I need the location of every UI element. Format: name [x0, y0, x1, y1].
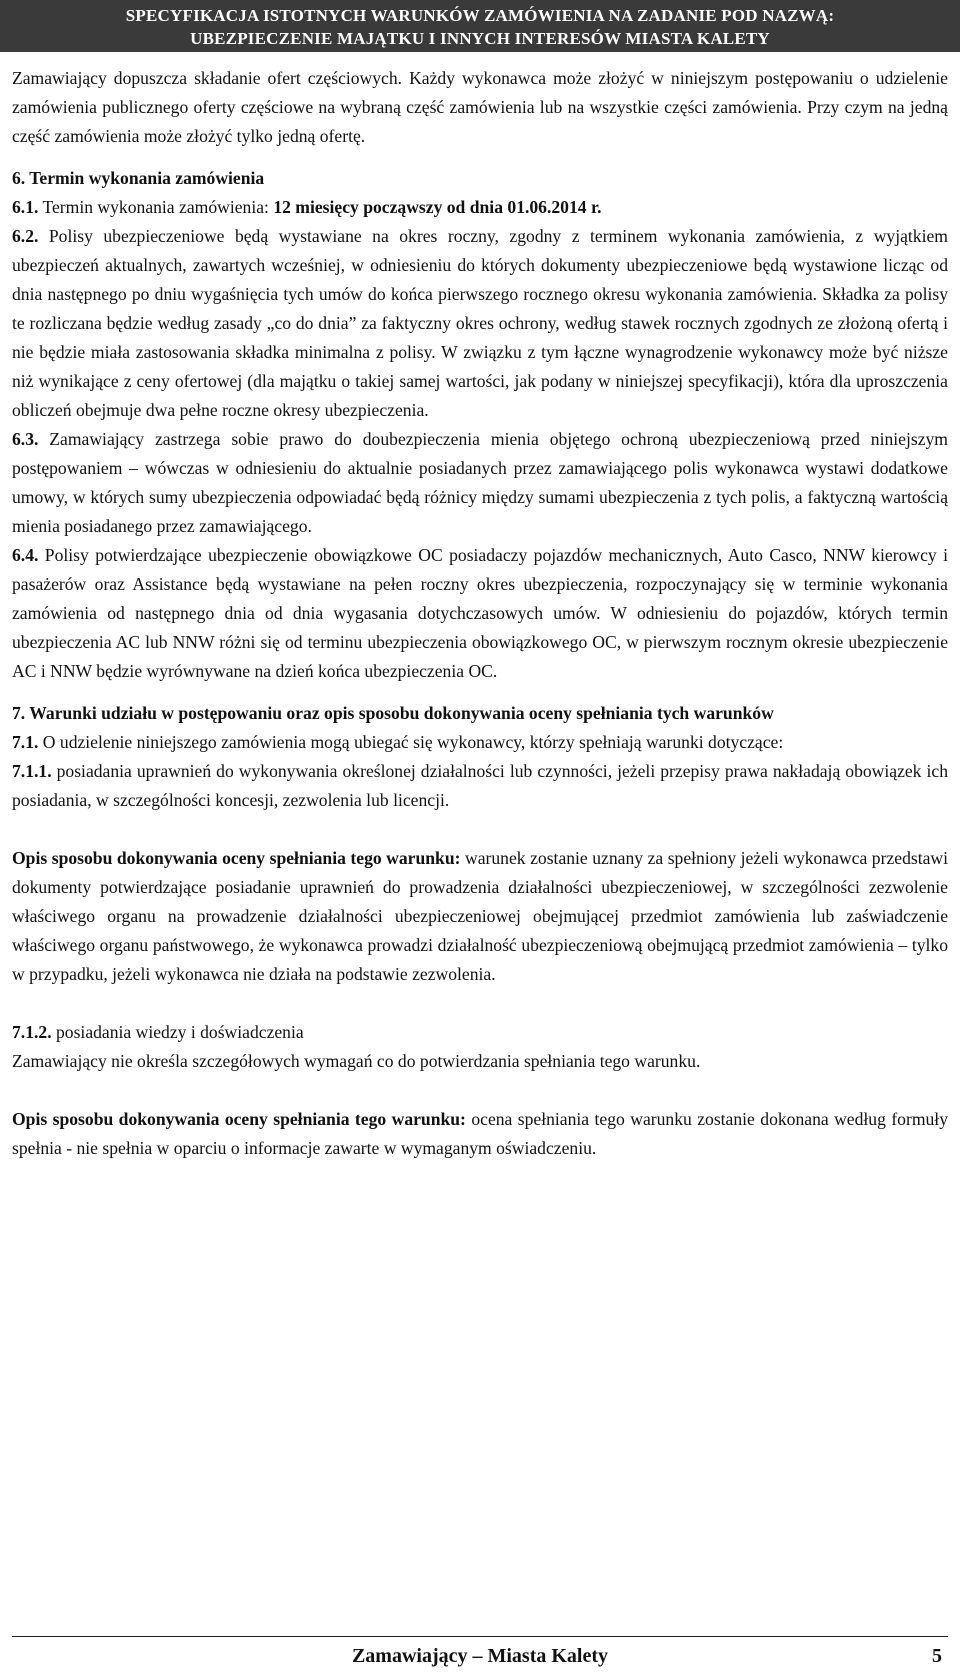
footer-title: Zamawiający – Miasta Kalety	[351, 1645, 609, 1667]
term-highlight: 12 miesięcy począwszy od dnia 01.06.2014 r.	[273, 197, 602, 217]
footer-divider	[12, 1636, 948, 1637]
paragraph-number: 7.1.1.	[12, 761, 52, 781]
paragraph-number: 6.1.	[12, 197, 39, 217]
section-7-heading: 7. Warunki udziału w postępowaniu oraz opis sposobu dokonywania oceny spełniania tych warunków	[12, 703, 774, 723]
paragraph-7-1: 7.1. O udzielenie niniejszego zamówienia mogą ubiegać się wykonawcy, którzy spełniają warunki dotyczące:	[12, 732, 784, 752]
paragraph-number: 7.1.	[12, 732, 39, 752]
paragraph-number: 6.3.	[12, 429, 39, 449]
document-footer	[12, 1642, 948, 1672]
document-header	[0, 0, 960, 52]
paragraph-7-1-2-body: Zamawiający nie określa szczegółowych wymagań co do potwierdzania spełniania tego warunku.	[12, 1051, 701, 1071]
page-number: 5	[932, 1645, 942, 1667]
assessment-paragraph-1: Opis sposobu dokonywania oceny spełniania tego warunku: warunek zostanie uznany za spełniony jeżeli wykonawca przedstawi dokumenty potwierdzające posiadanie uprawnień do prowadzenia działalności ubezpieczeniowej, w szczególności zezwolenie właściwego organu na prowadzenie działalności ubezpieczeniowej obejmującej przedmiot zamówienia lub zaświadczenie właściwego organu państwowego, że wykonawca prowadzi działalność ubezpieczeniową obejmującą przedmiot zamówienia – tylko w przypadku, jeżeli wykonawca nie działa na podstawie zezwolenia.	[12, 848, 948, 984]
header-line-2: UBEZPIECZENIE MAJĄTKU I INNYCH INTERESÓW MIASTA KALETY	[190, 29, 770, 48]
paragraph-number: 6.2.	[12, 226, 39, 246]
paragraph-number: 7.1.2.	[12, 1022, 52, 1042]
assessment-paragraph-2: Opis sposobu dokonywania oceny spełniania tego warunku: ocena spełniania tego warunku zostanie dokonana według formuły spełnia - nie spełnia w oparciu o informacje zawarte w wymaganym oświadczeniu.	[12, 1109, 948, 1158]
paragraph-number: 6.4.	[12, 545, 39, 565]
paragraph-7-1-1: 7.1.1. posiadania uprawnień do wykonywania określonej działalności lub czynności, jeżeli przepisy prawa nakładają obowiązek ich posiadania, w szczególności koncesji, zezwolenia lub licencji.	[12, 761, 948, 810]
intro-paragraph: Zamawiający dopuszcza składanie ofert częściowych. Każdy wykonawca może złożyć w niniejszym postępowaniu o udzielenie zamówienia publicznego oferty częściowe na wybraną część zamówienia lub na wszystkie części zamówienia. Przy czym na jedną część zamówienia może złożyć tylko jedną ofertę.	[12, 68, 948, 146]
paragraph-6-3: 6.3. Zamawiający zastrzega sobie prawo do doubezpieczenia mienia objętego ochroną ubezpieczeniową przed niniejszym postępowaniem – wówczas w odniesieniu do aktualnie posiadanych przez zamawiającego polis wykonawca wystawi dodatkowe umowy, w których sumy ubezpieczenia odpowiadać będą różnicy między sumami ubezpieczenia z tych polis, a faktyczną wartością mienia posiadanego przez zamawiającego.	[12, 429, 948, 536]
paragraph-7-1-2: 7.1.2. posiadania wiedzy i doświadczenia	[12, 1022, 304, 1042]
section-6-heading: 6. Termin wykonania zamówienia	[12, 168, 265, 188]
paragraph-6-2: 6.2. Polisy ubezpieczeniowe będą wystawiane na okres roczny, zgodny z terminem wykonania zamówienia, z wyjątkiem ubezpieczeń aktualnych, zawartych wcześniej, w odniesieniu do których dokumenty ubezpieczeniowe będą wystawione licząc od dnia następnego po dniu wygaśnięcia tych umów do końca pierwszego rocznego okresu wykonania zamówienia. Składka za polisy te rozliczana będzie według zasady „co do dnia” za faktyczny okres ochrony, według stawek rocznych zgodnych ze złożoną ofertą i nie będzie miała zastosowania składka minimalna z polisy. W związku z tym łączne wynagrodzenie wykonawcy może być niższe niż wynikające z ceny ofertowej (dla majątku o takiej samej wartości, jak podany w niniejszej specyfikacji), która dla uproszczenia obliczeń obejmuje dwa pełne roczne okresy ubezpieczenia.	[12, 226, 948, 420]
assessment-label: Opis sposobu dokonywania oceny spełniania tego warunku:	[12, 1109, 466, 1129]
paragraph-6-4: 6.4. Polisy potwierdzające ubezpieczenie obowiązkowe OC posiadaczy pojazdów mechanicznych, Auto Casco, NNW kierowcy i pasażerów oraz Assistance będą wystawiane na pełen roczny okres ubezpieczenia, rozpoczynający się w terminie wykonania zamówienia od następnego dnia od dnia wygasania dotychczasowych umów. W odniesieniu do pojazdów, których termin ubezpieczenia AC lub NNW różni się od terminu ubezpieczenia obowiązkowego OC, w pierwszym rocznym okresie ubezpieczenie AC i NNW będzie wyrównywane na dzień końca ubezpieczenia OC.	[12, 545, 948, 681]
paragraph-6-1: 6.1. Termin wykonania zamówienia: 12 miesięcy począwszy od dnia 01.06.2014 r.	[12, 197, 602, 217]
document-body	[12, 64, 948, 1163]
header-line-1: SPECYFIKACJA ISTOTNYCH WARUNKÓW ZAMÓWIENIA NA ZADANIE POD NAZWĄ:	[125, 6, 835, 25]
assessment-label: Opis sposobu dokonywania oceny spełniania tego warunku:	[12, 848, 461, 868]
